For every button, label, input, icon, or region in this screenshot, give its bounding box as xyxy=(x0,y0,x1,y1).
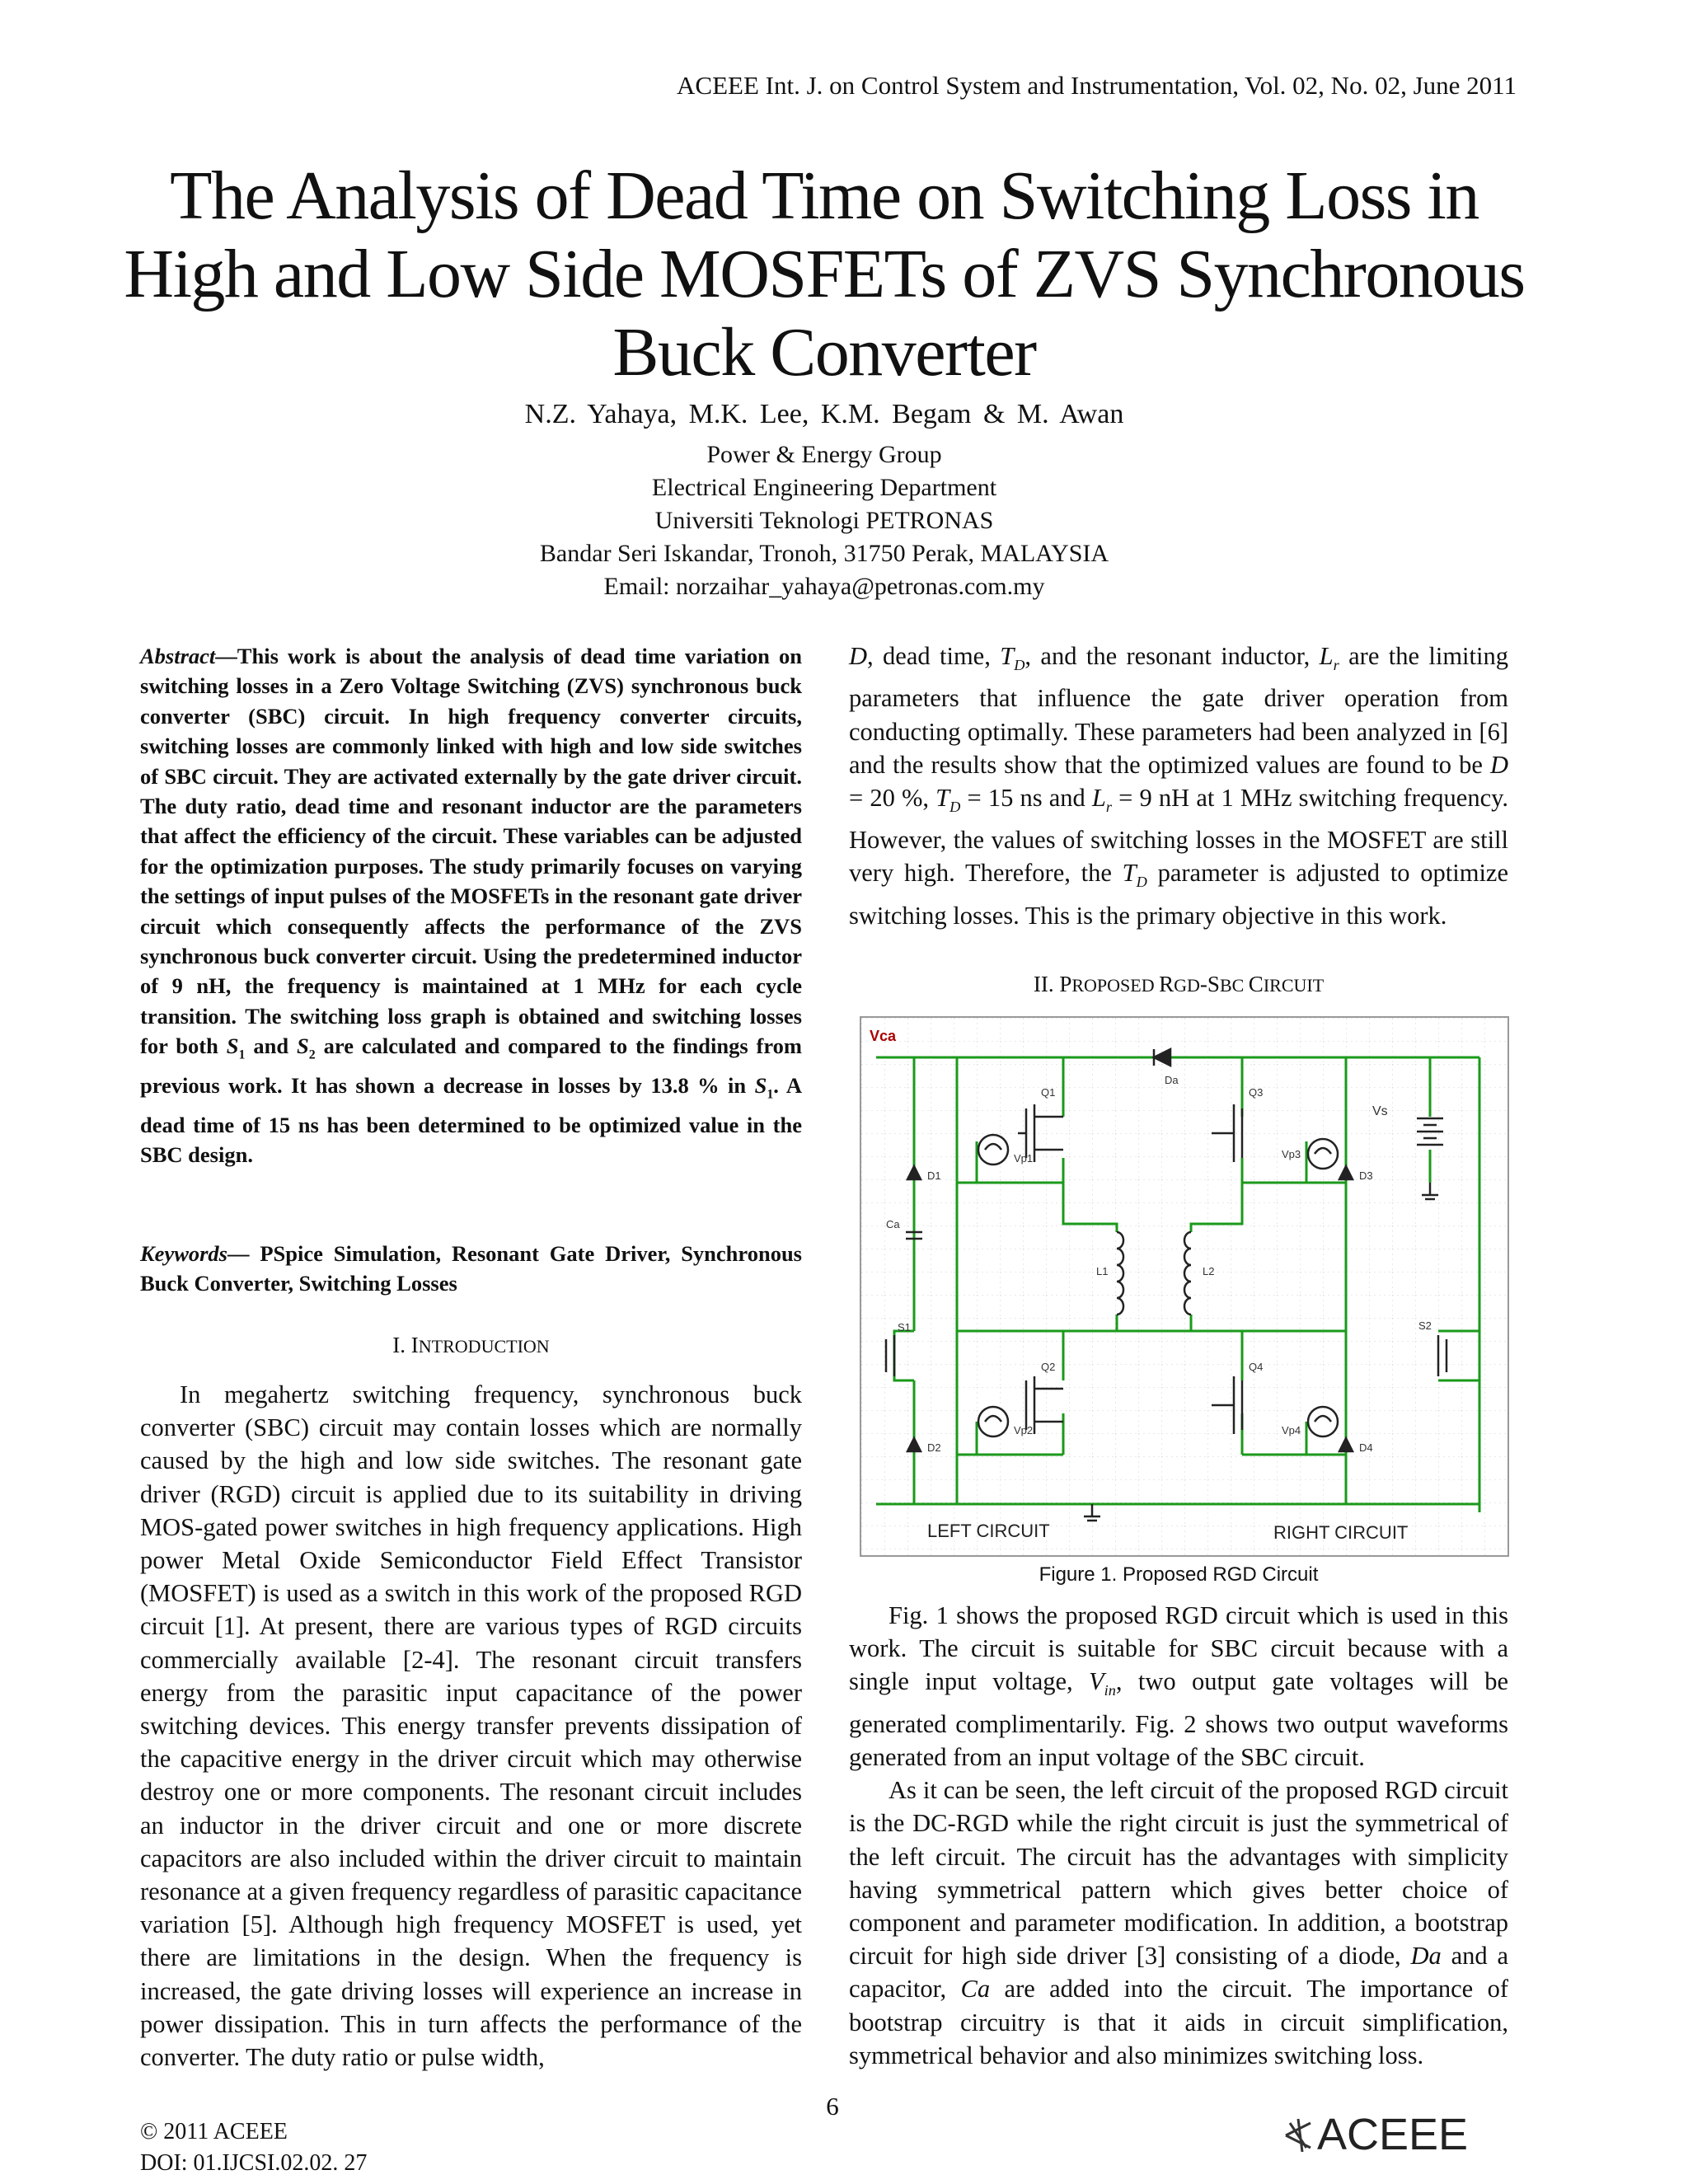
authors: N.Z. Yahaya, M.K. Lee, K.M. Begam & M. Awan xyxy=(524,399,1124,429)
label-d1: D1 xyxy=(927,1169,941,1182)
aceee-logo xyxy=(1278,2107,1517,2164)
introduction-body xyxy=(140,1378,802,2074)
label-vs: Vs xyxy=(1372,1104,1388,1118)
sub-r: r xyxy=(1105,799,1113,815)
affiliation-group: Power & Energy Group xyxy=(706,441,942,468)
text: As it can be seen, the left circuit of the proposed RGD circuit is the DC-RGD while the right circuit is just the symmetrical of the left circuit. The circuit has the advantages with simplicity having symmetrical pattern which gives better choice of component and parameter modification. In addition, a bootstrap circuit for high side driver [3] consisting of a diode, xyxy=(849,1776,1508,1971)
text: are the limiting parameters that influence the gate driver operation from conducting optimally. These parameters had been analyzed in [6] and the results show that the optimized values are found to be xyxy=(849,642,1508,779)
abstract-label: Abstract xyxy=(140,644,216,668)
paper-title: The Analysis of Dead Time on Switching Loss in High and Low Side MOSFETs of ZVS Synchronous Buck Converter xyxy=(124,157,1525,391)
initial: C xyxy=(1248,972,1264,996)
label-s1: S1 xyxy=(898,1321,911,1333)
section-initial: I xyxy=(410,1333,419,1357)
paragraph-left-circuit xyxy=(849,1774,1508,2072)
s-subscript-1: 1 xyxy=(238,1047,246,1062)
var-l: L xyxy=(1319,642,1334,670)
label-vp1: Vp1 xyxy=(1014,1152,1034,1165)
label-q4: Q4 xyxy=(1249,1361,1264,1373)
label-l1: L1 xyxy=(1096,1265,1109,1277)
text: = 15 ns and xyxy=(960,783,1092,812)
label-q2: Q2 xyxy=(1041,1361,1056,1373)
sub-d: D xyxy=(1136,874,1147,891)
label-da: Da xyxy=(1165,1074,1179,1086)
var-l: L xyxy=(1091,783,1106,812)
var-da: Da xyxy=(1410,1942,1442,1971)
abstract-text: . A dead time of 15 ns has been determined to be optimized value in the SBC design. xyxy=(140,1072,802,1168)
abstract xyxy=(140,641,802,1170)
keywords xyxy=(140,1239,802,1298)
label-vp3: Vp3 xyxy=(1282,1148,1301,1160)
label-d2: D2 xyxy=(927,1441,941,1454)
label-vp2: Vp2 xyxy=(1014,1424,1034,1436)
initial: R xyxy=(1159,972,1175,996)
var-d: D xyxy=(849,642,868,670)
section-number: II. xyxy=(1033,972,1060,996)
affiliation-university: Universiti Teknologi PETRONAS xyxy=(654,507,994,534)
var-t: T xyxy=(1000,642,1015,670)
section-heading-introduction xyxy=(140,1333,802,1358)
footer xyxy=(140,2116,367,2179)
introduction-paragraph: In megahertz switching frequency, synchronous buck converter (SBC) circuit may contain losses which are normally caused by the high and low side switches. The resonant gate driver (RGD) circuit is applied due to its suitability in driving MOS-gated power switches in high frequency applications. High power Metal Oxide Semiconductor Field Effect Transistor (MOSFET) is used as a switch in this work of the proposed RGD circuit [1]. At present, there are various types of RGD circuits commercially available [2-4]. The resonant circuit transfers energy from the parasitic input capacitance of the power switching devices. This energy transfer prevents dissipation of the capacitive energy in the driver circuit which may otherwise destroy one or more components. The resonant circuit includes an inductor in the driver circuit and one or more discrete capacitors are also included within the driver circuit to maintain resonance at a given frequency regardless of parasitic capacitance variation [5]. Although high frequency MOSFET is used, yet there are limitations in the design. When the frequency is increased, the gate driving losses will experience an increase in power dissipation. This in turn affects the performance of the converter. The duty ratio or pulse width, xyxy=(140,1380,802,2072)
text: and a capacitor, xyxy=(849,1942,1508,2004)
label-q3: Q3 xyxy=(1249,1086,1264,1099)
affiliation-department: Electrical Engineering Department xyxy=(651,474,997,501)
smallcaps: BC xyxy=(1219,975,1249,996)
text: , two output gate voltages will be generated complimentarily. Fig. 2 shows two output waveforms generated from an input voltage of the SBC circuit. xyxy=(849,1667,1509,1771)
affiliation-address: Bandar Seri Iskandar, Tronoh, 31750 Perak, MALAYSIA xyxy=(539,540,1109,567)
doi[interactable]: DOI: 01.IJCSI.02.02. 27 xyxy=(140,2150,368,2176)
var-ca: Ca xyxy=(960,1975,991,2004)
var-d: D xyxy=(1489,750,1508,779)
label-d4: D4 xyxy=(1359,1441,1373,1454)
text: , and the resonant inductor, xyxy=(1025,642,1320,670)
s-symbol: S xyxy=(226,1033,239,1059)
var-t: T xyxy=(935,783,950,812)
keywords-text: PSpice Simulation, Resonant Gate Driver, Synchronous Buck Converter, Switching Losses xyxy=(140,1241,802,1296)
label-right-circuit: RIGHT CIRCUIT xyxy=(1273,1522,1409,1543)
label-left-circuit: LEFT CIRCUIT xyxy=(927,1521,1050,1541)
var-v: V xyxy=(1089,1667,1104,1696)
keywords-dash: — xyxy=(227,1241,260,1266)
var-t: T xyxy=(1122,859,1137,888)
s-subscript-1: 1 xyxy=(767,1087,774,1102)
text: = 20 %, xyxy=(849,783,936,812)
page-number: 6 xyxy=(826,2092,839,2121)
section-heading-proposed-circuit xyxy=(849,972,1508,997)
copyright: © 2011 ACEEE xyxy=(140,2119,288,2144)
journal-header: ACEEE Int. J. on Control System and Instrumentation, Vol. 02, No. 02, June 2011 xyxy=(677,71,1517,100)
abstract-and: and xyxy=(245,1033,298,1059)
initial: P xyxy=(1059,972,1072,996)
section-smallcaps: NTRODUCTION xyxy=(418,1336,550,1357)
text: Fig. 1 shows the proposed RGD circuit which is used in this work. The circuit is suitable for SBC circuit because with a single input voltage, xyxy=(849,1601,1508,1696)
keywords-label: Keywords xyxy=(140,1241,227,1266)
text: are added into the circuit. The importance of bootstrap circuitry is that it aids in circuit simplification, symmetrical behavior and also minimizes switching loss. xyxy=(849,1975,1508,2069)
abstract-dash: — xyxy=(215,644,237,668)
section-number: I. xyxy=(392,1333,411,1357)
s-subscript-2: 2 xyxy=(308,1047,316,1062)
text: = 9 nH at 1 MHz switching frequency. However, the values of switching losses in the MOSFET are still very high. Therefore, the xyxy=(849,783,1509,888)
text: , dead time, xyxy=(867,642,1001,670)
sub-r: r xyxy=(1333,657,1339,674)
abstract-text: This work is about the analysis of dead time variation on switching losses in a Zero Voltage Switching (ZVS) synchronous buck converter (SBC) circuit. In high frequency converter circuits, switching losses are commonly linked with high and low side switches of SBC circuit. They are activated externally by the gate driver circuit. The duty ratio, dead time and resonant inductor are the parameters that affect the efficiency of the circuit. These variables can be adjusted for the optimization purposes. The study primarily focuses on varying the settings of input pulses of the MOSFETs in the resonant gate driver circuit which consequently affects the performance of the ZVS synchronous buck converter circuit. Using the predetermined inductor of 9 nH, the frequency is maintained at 1 MHz for each cycle transition. The switching loss graph is obtained and switching losses for both xyxy=(140,644,802,1059)
rgd-circuit-schematic xyxy=(861,1018,1507,1555)
right-column-top-paragraph xyxy=(849,640,1508,932)
smallcaps: IRCUIT xyxy=(1263,975,1325,996)
paragraph-fig1 xyxy=(849,1599,1508,1774)
smallcaps: GD xyxy=(1174,975,1200,996)
aceee-logo-icon xyxy=(1278,2107,1517,2164)
right-column-body xyxy=(849,1599,1508,2072)
affiliation-email[interactable]: Email: norzaihar_yahaya@petronas.com.my xyxy=(603,573,1045,600)
label-s2: S2 xyxy=(1418,1319,1432,1332)
sub-in: in xyxy=(1104,1682,1116,1699)
text: parameter is adjusted to optimize switching losses. This is the primary objective in this work. xyxy=(849,859,1508,930)
figure-1-circuit xyxy=(860,1016,1509,1557)
label-vp4: Vp4 xyxy=(1282,1424,1301,1436)
label-q1: Q1 xyxy=(1041,1086,1056,1099)
label-l2: L2 xyxy=(1203,1265,1215,1277)
s-symbol: S xyxy=(754,1072,767,1098)
s-symbol: S xyxy=(297,1033,309,1059)
sub-d: D xyxy=(950,799,961,815)
sub-d: D xyxy=(1014,657,1025,674)
abstract-text: are calculated and compared to the findings from previous work. It has shown a decrease in losses by 13.8 % in xyxy=(140,1033,802,1098)
label-vca: Vca xyxy=(870,1028,897,1044)
figure-caption: Figure 1. Proposed RGD Circuit xyxy=(1039,1563,1319,1586)
initial: S xyxy=(1207,972,1220,996)
label-d3: D3 xyxy=(1359,1169,1373,1182)
label-ca: Ca xyxy=(886,1218,900,1230)
affiliation xyxy=(330,438,1319,603)
dash: - xyxy=(1199,972,1207,996)
smallcaps: ROPOSED xyxy=(1071,975,1160,996)
logo-text: ACEEE xyxy=(1317,2110,1469,2159)
